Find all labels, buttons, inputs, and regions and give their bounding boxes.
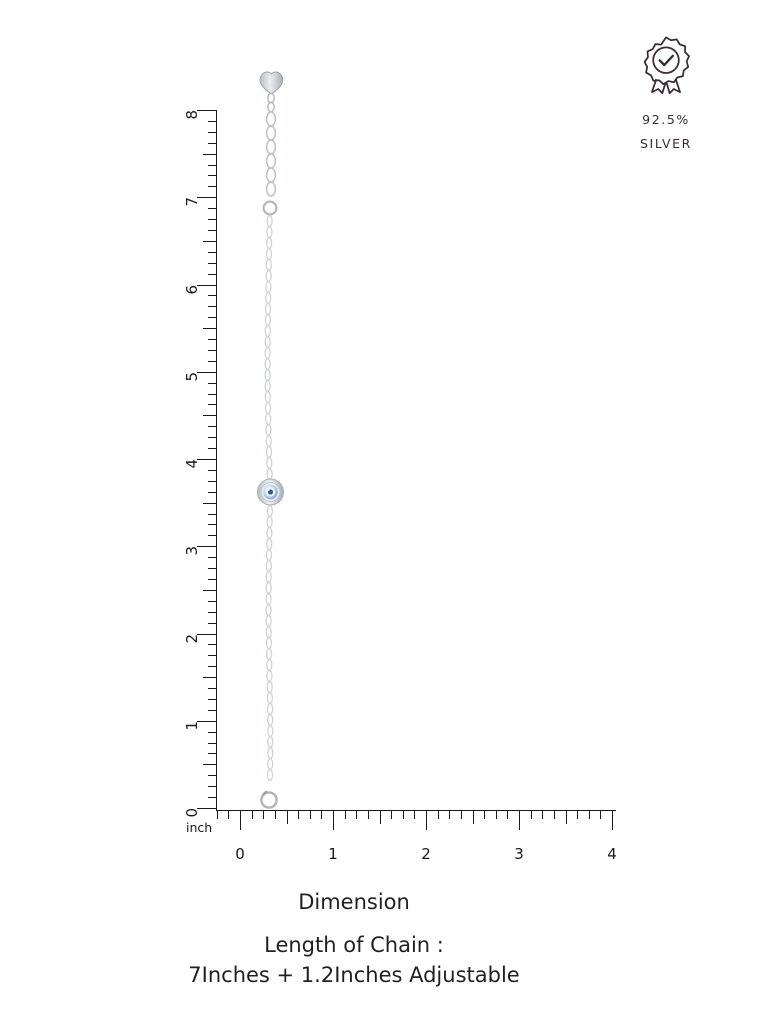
length-caption-line2: 7Inches + 1.2Inches Adjustable	[188, 963, 520, 988]
length-caption-line1: Length of Chain :	[264, 933, 444, 957]
vertical-tick	[208, 579, 217, 580]
horizontal-tick	[345, 810, 346, 819]
evil-eye-charm	[258, 479, 284, 505]
vertical-tick	[203, 590, 217, 591]
vertical-tick	[203, 154, 217, 155]
vertical-tick	[208, 710, 217, 711]
vertical-tick-label: 6	[183, 284, 201, 295]
vertical-tick	[208, 383, 217, 384]
vertical-tick	[208, 175, 217, 176]
horizontal-tick	[496, 810, 497, 819]
vertical-tick	[203, 415, 217, 416]
horizontal-tick	[217, 810, 218, 819]
vertical-tick	[208, 535, 217, 536]
horizontal-tick	[310, 810, 311, 819]
badge-material: SILVER	[640, 135, 692, 151]
horizontal-tick-label: 2	[421, 845, 431, 863]
vertical-tick-label: 2	[183, 633, 201, 644]
dimension-caption	[0, 890, 768, 914]
vertical-tick-label: 7	[183, 197, 201, 207]
vertical-tick	[208, 317, 217, 318]
vertical-tick	[208, 186, 217, 187]
vertical-tick	[203, 328, 217, 329]
horizontal-tick	[368, 810, 369, 819]
vertical-tick	[203, 764, 217, 765]
vertical-tick-label: 3	[183, 546, 201, 556]
horizontal-tick	[484, 810, 485, 819]
horizontal-tick	[461, 810, 462, 819]
length-caption	[0, 930, 768, 991]
horizontal-tick	[414, 810, 415, 819]
horizontal-tick	[531, 810, 532, 819]
horizontal-tick	[554, 810, 555, 819]
horizontal-tick	[612, 810, 613, 830]
vertical-tick-label: 0	[183, 808, 201, 818]
spring-ring-clasp-top	[264, 202, 277, 215]
vertical-tick	[208, 208, 217, 209]
vertical-tick	[208, 350, 217, 351]
vertical-tick	[208, 143, 217, 144]
vertical-tick	[208, 165, 217, 166]
vertical-tick	[208, 514, 217, 515]
horizontal-tick	[566, 810, 567, 824]
vertical-tick	[203, 677, 217, 678]
vertical-tick	[203, 241, 217, 242]
dimension-caption-text: Dimension	[298, 890, 410, 914]
vertical-tick-label: 8	[183, 110, 201, 120]
vertical-tick	[208, 394, 217, 395]
vertical-tick	[208, 797, 217, 798]
vertical-tick-label: 1	[183, 720, 201, 731]
vertical-tick	[208, 306, 217, 307]
product-image	[238, 60, 298, 820]
vertical-tick	[208, 666, 217, 667]
vertical-tick	[208, 404, 217, 405]
horizontal-tick-label: 3	[514, 845, 524, 863]
vertical-tick	[208, 655, 217, 656]
vertical-tick	[208, 339, 217, 340]
vertical-tick	[208, 252, 217, 253]
vertical-tick	[208, 568, 217, 569]
vertical-tick	[208, 274, 217, 275]
horizontal-tick	[473, 810, 474, 824]
vertical-ruler-axis	[216, 110, 217, 810]
vertical-tick	[208, 732, 217, 733]
vertical-tick	[208, 601, 217, 602]
vertical-tick-label: 5	[183, 371, 201, 382]
vertical-tick	[208, 743, 217, 744]
horizontal-tick-label: 4	[607, 845, 617, 863]
vertical-tick	[208, 230, 217, 231]
vertical-tick	[208, 786, 217, 787]
horizontal-tick	[228, 810, 229, 819]
horizontal-tick	[449, 810, 450, 819]
horizontal-tick	[333, 810, 334, 830]
vertical-tick	[208, 492, 217, 493]
spring-ring-clasp-bottom	[261, 791, 276, 807]
horizontal-tick	[542, 810, 543, 819]
horizontal-tick	[356, 810, 357, 819]
horizontal-tick	[589, 810, 590, 819]
badge-purity: 92.5%	[642, 112, 690, 127]
horizontal-tick	[321, 810, 322, 819]
horizontal-tick-label: 0	[235, 845, 245, 863]
horizontal-tick	[298, 810, 299, 819]
vertical-tick	[208, 295, 217, 296]
vertical-tick-label: 4	[183, 459, 201, 469]
vertical-tick	[208, 437, 217, 438]
vertical-tick	[208, 361, 217, 362]
horizontal-tick	[391, 810, 392, 819]
vertical-tick	[208, 623, 217, 624]
vertical-tick	[208, 612, 217, 613]
horizontal-tick	[426, 810, 427, 830]
vertical-tick	[208, 448, 217, 449]
vertical-tick	[208, 753, 217, 754]
horizontal-tick	[403, 810, 404, 819]
vertical-tick	[208, 775, 217, 776]
horizontal-tick	[380, 810, 381, 824]
vertical-tick	[208, 263, 217, 264]
horizontal-tick-label: 1	[328, 845, 338, 863]
horizontal-tick	[438, 810, 439, 819]
vertical-tick	[208, 644, 217, 645]
horizontal-tick	[577, 810, 578, 819]
vertical-tick	[208, 132, 217, 133]
vertical-tick	[208, 524, 217, 525]
horizontal-tick	[600, 810, 601, 819]
vertical-tick	[203, 503, 217, 504]
vertical-tick	[208, 481, 217, 482]
heart-charm	[260, 72, 283, 94]
vertical-tick	[208, 470, 217, 471]
vertical-tick	[208, 219, 217, 220]
vertical-tick	[208, 688, 217, 689]
vertical-tick	[208, 121, 217, 122]
vertical-tick	[208, 426, 217, 427]
horizontal-tick	[507, 810, 508, 819]
ruler-unit-label: inch	[186, 820, 213, 835]
vertical-tick	[208, 699, 217, 700]
vertical-tick	[208, 557, 217, 558]
horizontal-tick	[519, 810, 520, 830]
